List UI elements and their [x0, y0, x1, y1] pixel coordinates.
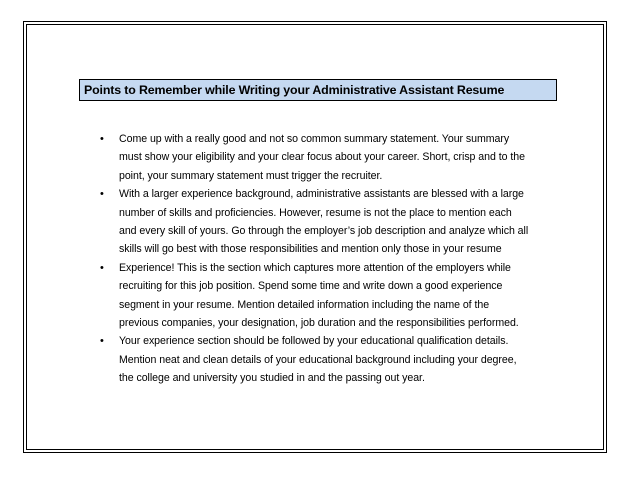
text-line: segment in your resume. Mention detailed information including the name of the [119, 298, 490, 311]
text-line: the college and university you studied in and the passing out year. [119, 372, 425, 385]
list-item-text [119, 259, 569, 333]
page-heading: Points to Remember while Writing your Administrative Assistant Resume [84, 83, 505, 97]
list-item-text [119, 185, 569, 259]
text-line: Come up with a really good and not so common summary statement. Your summary [119, 133, 510, 145]
text-line: and every skill of yours. Go through the employer’s job description and analyze which all [119, 224, 529, 237]
text-line: point, your summary statement must trigger the recruiter. [119, 169, 383, 182]
text-line: skills will go best with those responsibilities and mention only those in your resume [119, 243, 502, 256]
text-line: Mention neat and clean details of your educational background including your degree, [119, 353, 517, 366]
text-line: With a larger experience background, administrative assistants are blessed with a large [119, 188, 524, 201]
bullet-icon: • [100, 335, 104, 348]
list-item-text [119, 130, 569, 185]
bullet-icon: • [100, 188, 104, 201]
text-line: previous companies, your designation, job duration and the responsibilities performed. [119, 316, 519, 329]
list-item [0, 332, 638, 387]
list-item [0, 185, 638, 259]
tips-list [0, 130, 638, 387]
text-line: must show your eligibility and your clear focus about your career. Short, crisp and to the [119, 151, 525, 164]
bullet-icon: • [100, 133, 104, 145]
text-line: Your experience section should be followed by your educational qualification details. [119, 335, 509, 348]
text-line: recruiting for this job position. Spend some time and write down a good experience [119, 280, 503, 293]
bullet-icon: • [100, 261, 104, 274]
text-line: Experience! This is the section which captures more attention of the employers while [119, 261, 511, 274]
list-item [0, 130, 638, 185]
heading-box [79, 79, 557, 101]
list-item [0, 259, 638, 333]
text-line: number of skills and proficiencies. However, resume is not the place to mention each [119, 206, 512, 219]
list-item-text [119, 332, 569, 387]
